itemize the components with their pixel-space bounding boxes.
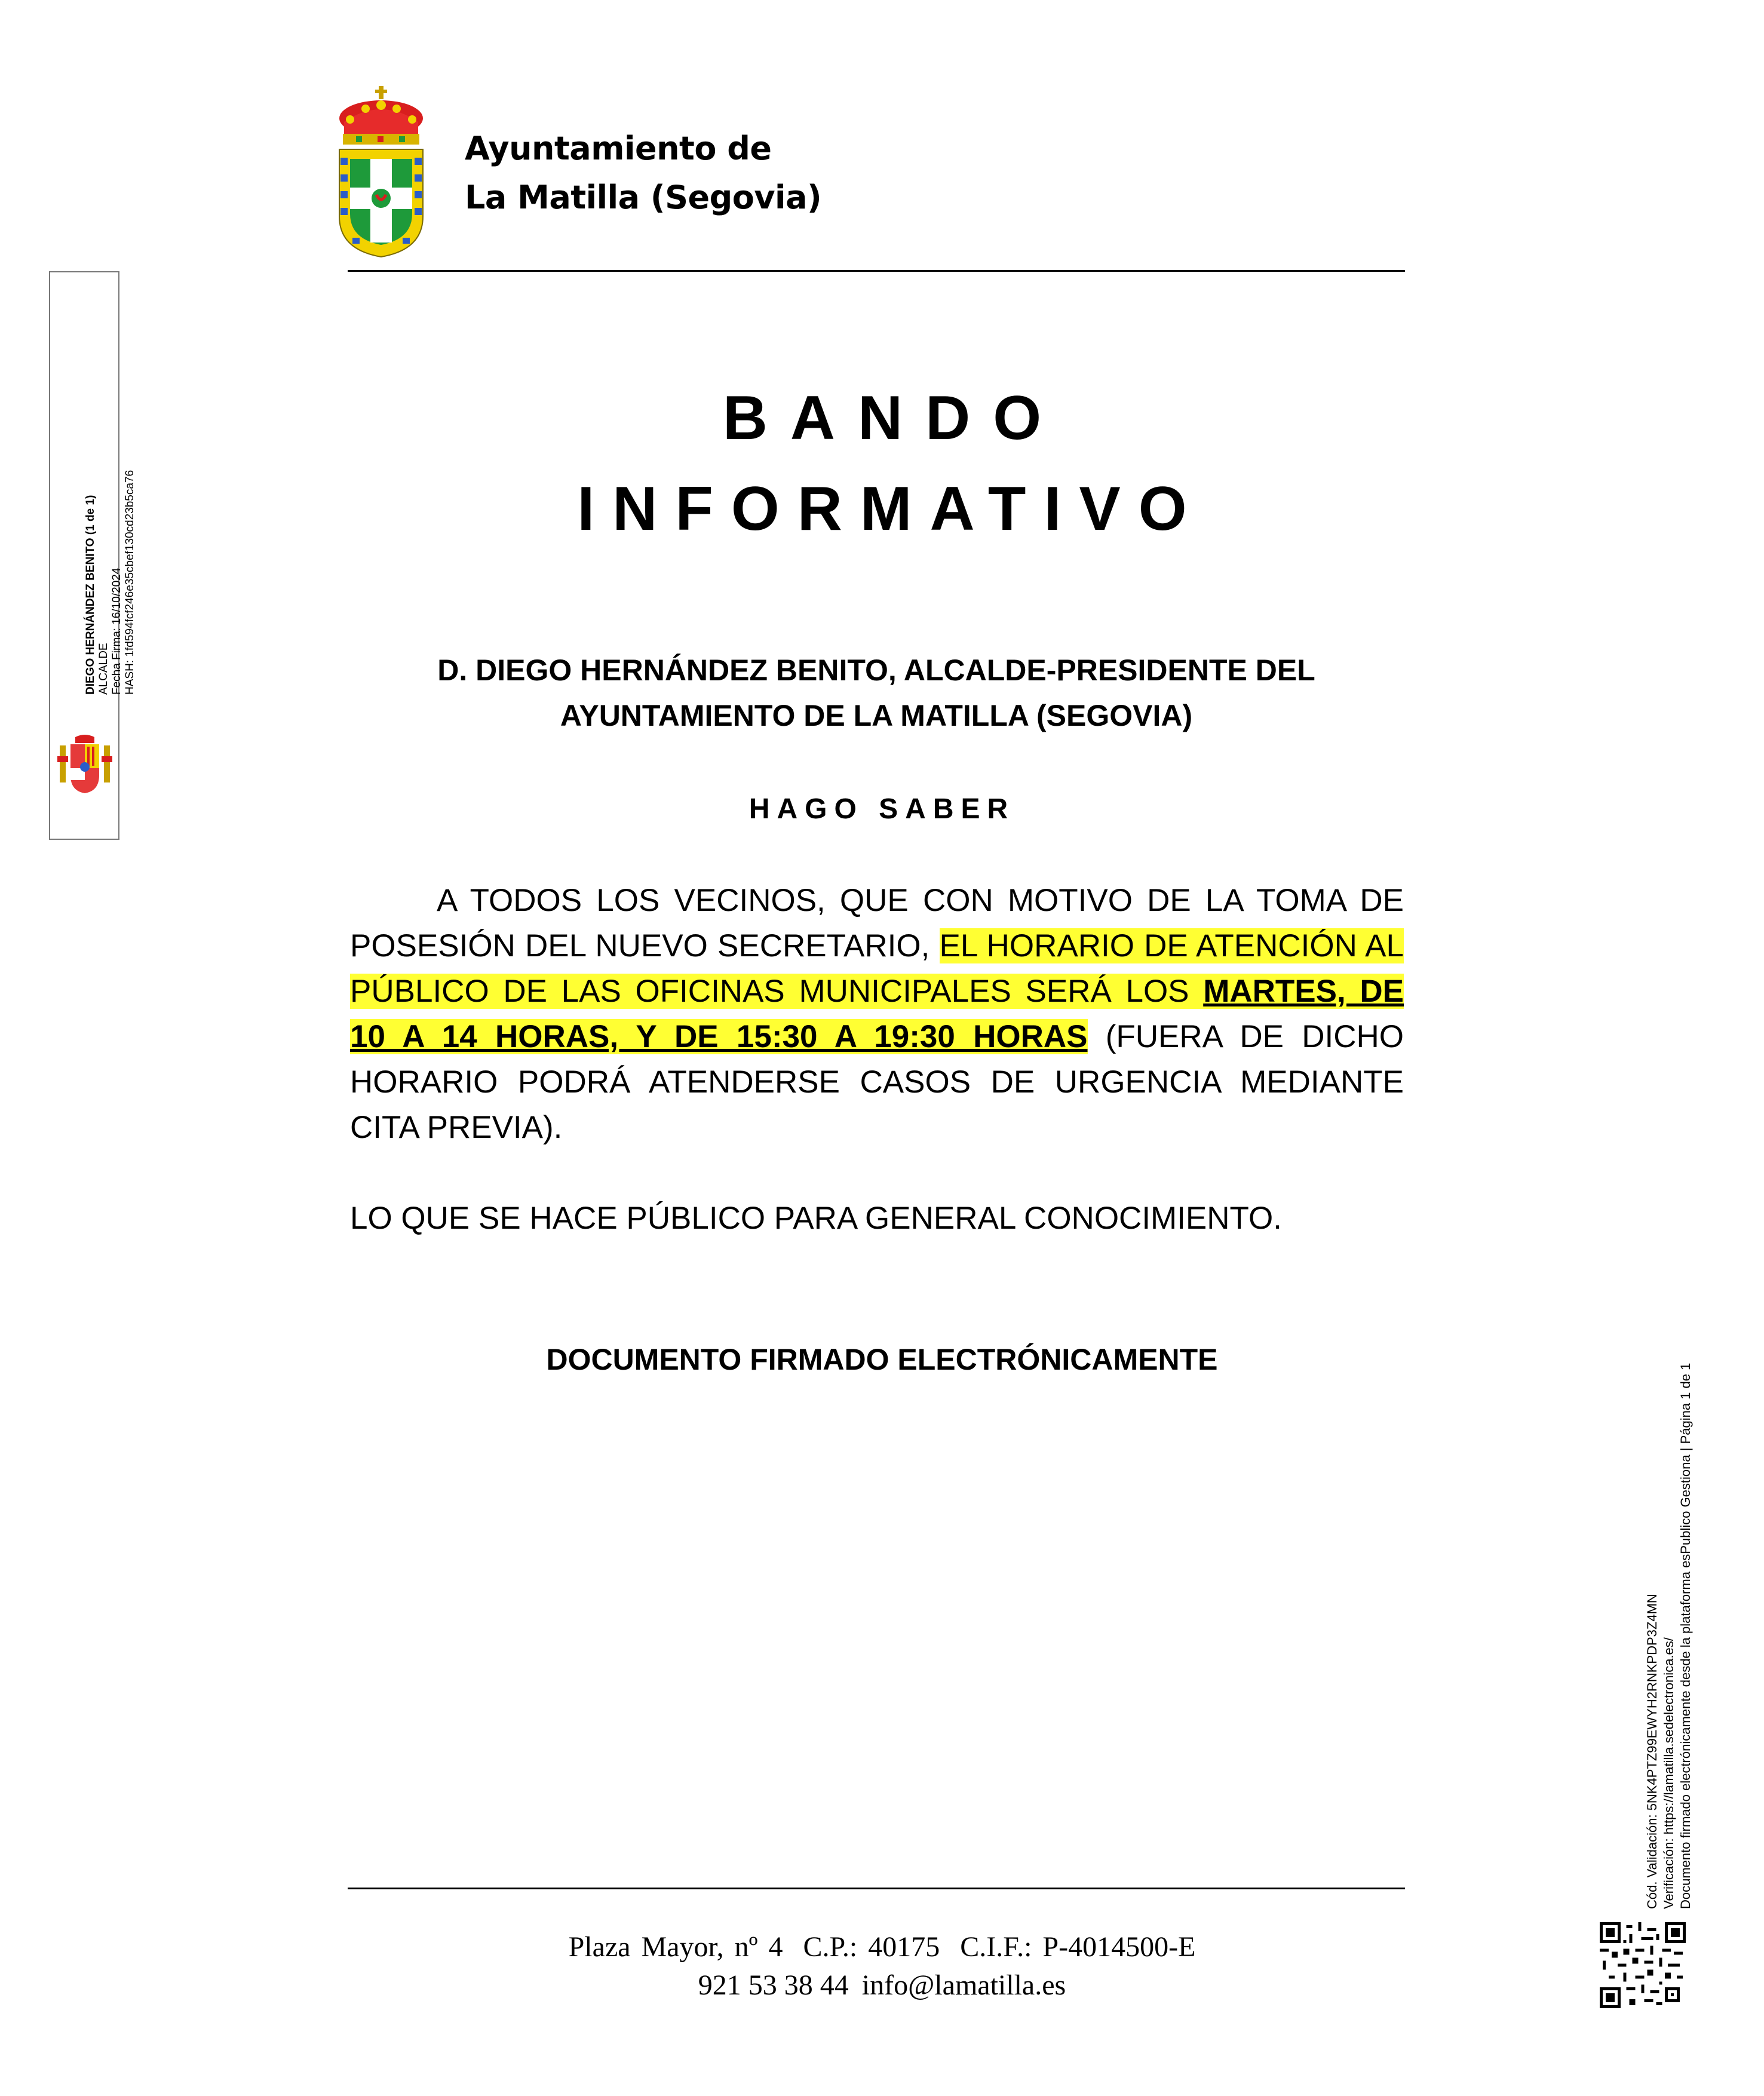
spain-coat-of-arms-icon — [57, 734, 112, 796]
announcement-intro: A TODOS LOS VECINOS, QUE CON MOTIVO DE LA TOMA DE POSESIÓN DEL NUEVO SECRETARIO, — [350, 883, 1404, 963]
signer-name: DIEGO HERNÁNDEZ BENITO (1 de 1) — [84, 495, 97, 695]
coat-of-arms-logo — [332, 85, 430, 258]
footer-address: Plaza Mayor, nº 4 — [568, 1931, 783, 1963]
header-divider — [348, 270, 1405, 272]
signer-role: ALCALDE — [97, 643, 110, 695]
announcement-body — [350, 878, 1404, 1150]
platform-note: Documento firmado electrónicamente desde la plataforma esPublico Gestiona | Página 1 de 1 — [1678, 1362, 1693, 1909]
document-title-line1: BANDO — [722, 383, 1064, 453]
document-title-line2: INFORMATIVO — [577, 474, 1205, 544]
footer-address-line — [0, 1928, 1764, 1966]
municipality-name — [465, 124, 821, 222]
announcement-note: (FUERA DE DICHO HORARIO PODRÁ ATENDERSE CASOS DE URGENCIA MEDIANTE CITA PREVIA). — [350, 1019, 1404, 1145]
mayor-heading-line2: AYUNTAMIENTO DE LA MATILLA (SEGOVIA) — [560, 699, 1193, 732]
schedule-text: MARTES, DE 10 A 14 HORAS, Y DE 15:30 A 19:30 HORAS — [350, 974, 1404, 1054]
municipality-name-line1: Ayuntamiento de — [465, 130, 772, 167]
footer-divider — [348, 1888, 1405, 1889]
verification-details — [1644, 1363, 1694, 1909]
footer-email[interactable]: info@lamatilla.es — [861, 1969, 1066, 2001]
signature-date: Fecha Firma: 16/10/2024 — [111, 567, 123, 695]
closing-statement: LO QUE SE HACE PÚBLICO PARA GENERAL CONOCIMIENTO. — [350, 1201, 1282, 1236]
footer-phone: 921 53 38 44 — [698, 1969, 849, 2001]
footer-postal-code: C.P.: 40175 — [803, 1931, 940, 1963]
mayor-heading — [348, 647, 1405, 738]
validation-code: Cód. Validación: 5NK4PTZ99EWYH2RNKPDP3Z4MN — [1645, 1594, 1659, 1909]
footer-contact-line — [0, 1966, 1764, 2005]
hago-saber-heading: HAGO SABER — [748, 793, 1016, 825]
municipality-name-line2: La Matilla (Segovia) — [465, 179, 822, 216]
electronic-signature-notice: DOCUMENTO FIRMADO ELECTRÓNICAMENTE — [546, 1343, 1218, 1376]
mayor-heading-line1: D. DIEGO HERNÁNDEZ BENITO, ALCALDE-PRESIDENTE DEL — [437, 653, 1315, 687]
highlight-text: EL HORARIO DE ATENCIÓN AL PÚBLICO DE LAS OFICINAS MUNICIPALES SERÁ LOS — [350, 928, 1404, 1009]
crown-icon — [339, 86, 423, 145]
footer-cif: C.I.F.: P-4014500-E — [960, 1931, 1196, 1963]
verification-url: Verificación: https://lamatilla.sedelectronica.es/ — [1661, 1637, 1676, 1909]
signature-hash: HASH: 1fd594fcf246e35cbef130cd23b5ca76 — [124, 469, 136, 695]
